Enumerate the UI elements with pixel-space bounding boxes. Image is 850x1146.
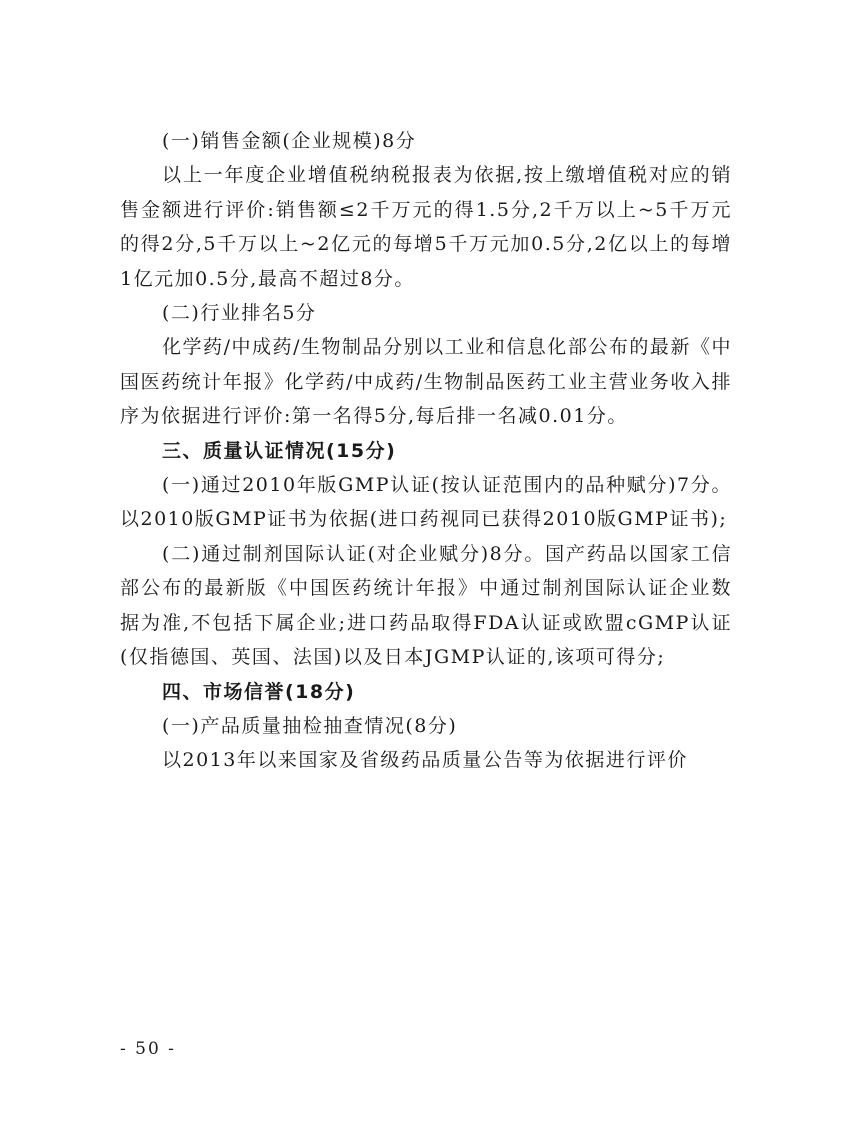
section-market-reputation-heading: 四、市场信誉(18分) xyxy=(162,680,356,703)
paragraph-quality-inspection-basis: 以2013年以来国家及省级药品质量公告等为依据进行评价 xyxy=(162,749,688,772)
section-quality-certification-heading: 三、质量认证情况(15分) xyxy=(162,439,397,462)
paragraph-gmp-certification: (一)通过2010年版GMP认证(按认证范围内的品种赋分)7分。以2010版GMP证书为依据(进口药视同已获得2010版GMP证书); xyxy=(120,474,732,531)
body-text xyxy=(120,124,732,778)
paragraph-sales-amount-rules: 以上一年度企业增值税纳税报表为依据,按上缴增值税对应的销售金额进行评价:销售额≤2千万元的得1.5分,2千万以上~5千万元的得2分,5千万以上~2亿元的每增5千万元加0.5分,2亿以上的每增1亿元加0.5分,最高不超过8分。 xyxy=(120,164,732,290)
subsection-sales-amount-title: (一)销售金额(企业规模)8分 xyxy=(162,130,417,152)
paragraph-international-certification: (二)通过制剂国际认证(对企业赋分)8分。国产药品以国家工信部公布的最新版《中国医药统计年报》中通过制剂国际认证企业数据为准,不包括下属企业;进口药品取得FDA认证或欧盟cGMP认证(仅指德国、英国、法国)以及日本JGMP认证的,该项可得分; xyxy=(120,542,732,669)
paragraph-industry-ranking-rules: 化学药/中成药/生物制品分别以工业和信息化部公布的最新《中国医药统计年报》化学药/中成药/生物制品医药工业主营业务收入排序为依据进行评价:第一名得5分,每后排一名减0.01分。 xyxy=(120,336,732,428)
subsection-quality-inspection-title: (一)产品质量抽检抽查情况(8分) xyxy=(162,714,458,737)
page-number: - 50 - xyxy=(120,1039,176,1059)
subsection-industry-ranking-title: (二)行业排名5分 xyxy=(162,302,317,325)
